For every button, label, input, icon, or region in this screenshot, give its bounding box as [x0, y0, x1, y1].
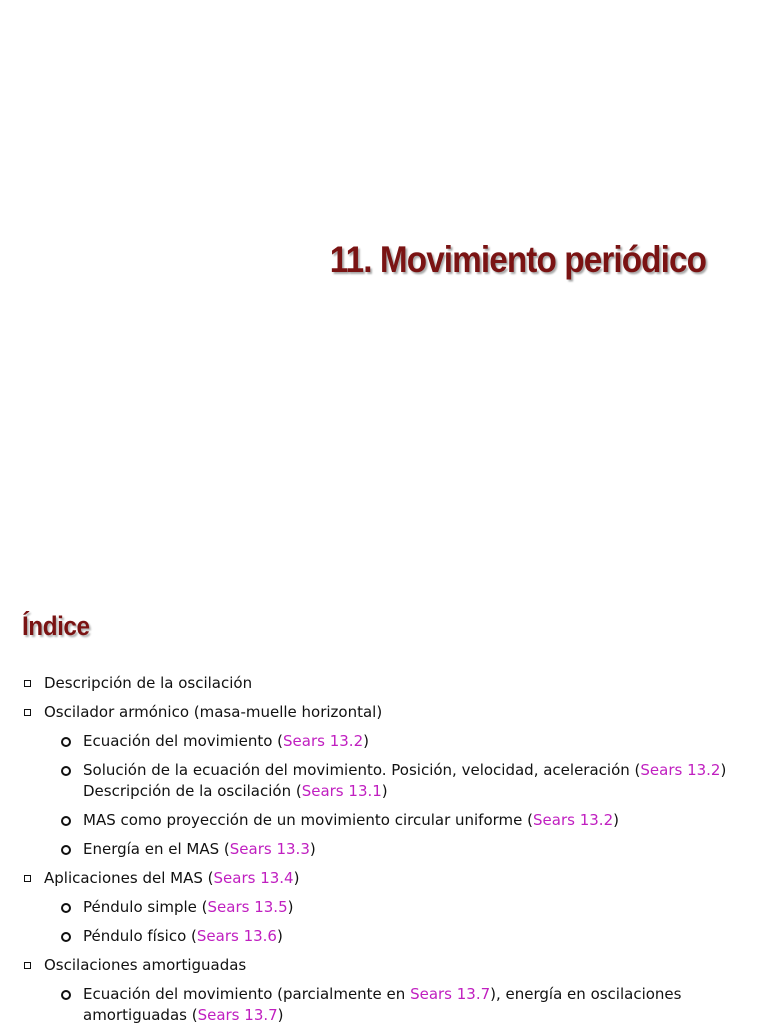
toc-item [0, 702, 768, 723]
toc-item-text: ) [293, 869, 300, 887]
circle-bullet-icon [61, 737, 71, 747]
toc-subitem [0, 897, 768, 918]
toc-subitem-text: Ecuación del movimiento (parcialmente en [83, 985, 411, 1003]
toc-subitem-text: Ecuación del movimiento ( [83, 732, 284, 750]
sears-reference-link[interactable]: Sears 13.2 [533, 811, 614, 829]
toc-subitem-text: ) [309, 840, 316, 858]
sears-reference-link[interactable]: Sears 13.7 [197, 1006, 278, 1024]
toc-subitem [0, 731, 768, 752]
slide-title: 11. Movimiento periódico [329, 239, 706, 280]
table-of-contents [0, 673, 768, 1024]
toc-item-text: Oscilaciones amortiguadas [44, 956, 247, 974]
sears-reference-link[interactable]: Sears 13.2 [283, 732, 364, 750]
square-bullet-icon [24, 709, 31, 716]
toc-item [0, 868, 768, 889]
toc-item-text: Aplicaciones del MAS ( [44, 869, 214, 887]
toc-subitem-text: ) [277, 1006, 284, 1024]
circle-bullet-icon [61, 766, 71, 776]
toc-item-text: Descripción de la oscilación [44, 674, 253, 692]
square-bullet-icon [24, 680, 31, 687]
square-bullet-icon [24, 875, 31, 882]
toc-subitem [0, 926, 768, 947]
toc-subitem [0, 839, 768, 860]
circle-bullet-icon [61, 990, 71, 1000]
circle-bullet-icon [61, 903, 71, 913]
toc-item-text: Oscilador armónico (masa-muelle horizontal) [44, 703, 383, 721]
sears-reference-link[interactable]: Sears 13.2 [640, 761, 721, 779]
index-heading: Índice [22, 611, 90, 641]
toc-subitem [0, 760, 768, 802]
circle-bullet-icon [61, 816, 71, 826]
sears-reference-link[interactable]: Sears 13.4 [213, 869, 294, 887]
toc-subitem-text: Péndulo físico ( [83, 927, 197, 945]
toc-item [0, 955, 768, 976]
toc-subitem-text: ) [613, 811, 619, 829]
toc-subitem-text: ) [381, 782, 388, 800]
toc-subitem [0, 810, 768, 831]
sears-reference-link[interactable]: Sears 13.7 [410, 985, 491, 1003]
toc-subitem-text: ), energía en oscilaciones amortiguadas ( [83, 985, 682, 1024]
circle-bullet-icon [61, 932, 71, 942]
toc-subitem-text: ) [287, 898, 294, 916]
toc-subitem-text: ) [276, 927, 283, 945]
toc-subitem [0, 984, 768, 1024]
circle-bullet-icon [61, 845, 71, 855]
sears-reference-link[interactable]: Sears 13.1 [301, 782, 382, 800]
toc-subitem-text: ) Descripción de la oscilación ( [83, 761, 727, 800]
square-bullet-icon [24, 962, 31, 969]
toc-item [0, 673, 768, 694]
toc-subitem-text: Solución de la ecuación del movimiento. Posición, velocidad, aceleración ( [83, 761, 641, 779]
toc-subitem-text: ) [363, 732, 369, 750]
sears-reference-link[interactable]: Sears 13.3 [229, 840, 310, 858]
sears-reference-link[interactable]: Sears 13.6 [196, 927, 277, 945]
toc-subitem-text: MAS como proyección de un movimiento circular uniforme ( [83, 811, 534, 829]
toc-subitem-text: Péndulo simple ( [83, 898, 208, 916]
sears-reference-link[interactable]: Sears 13.5 [207, 898, 288, 916]
toc-subitem-text: Energía en el MAS ( [83, 840, 230, 858]
